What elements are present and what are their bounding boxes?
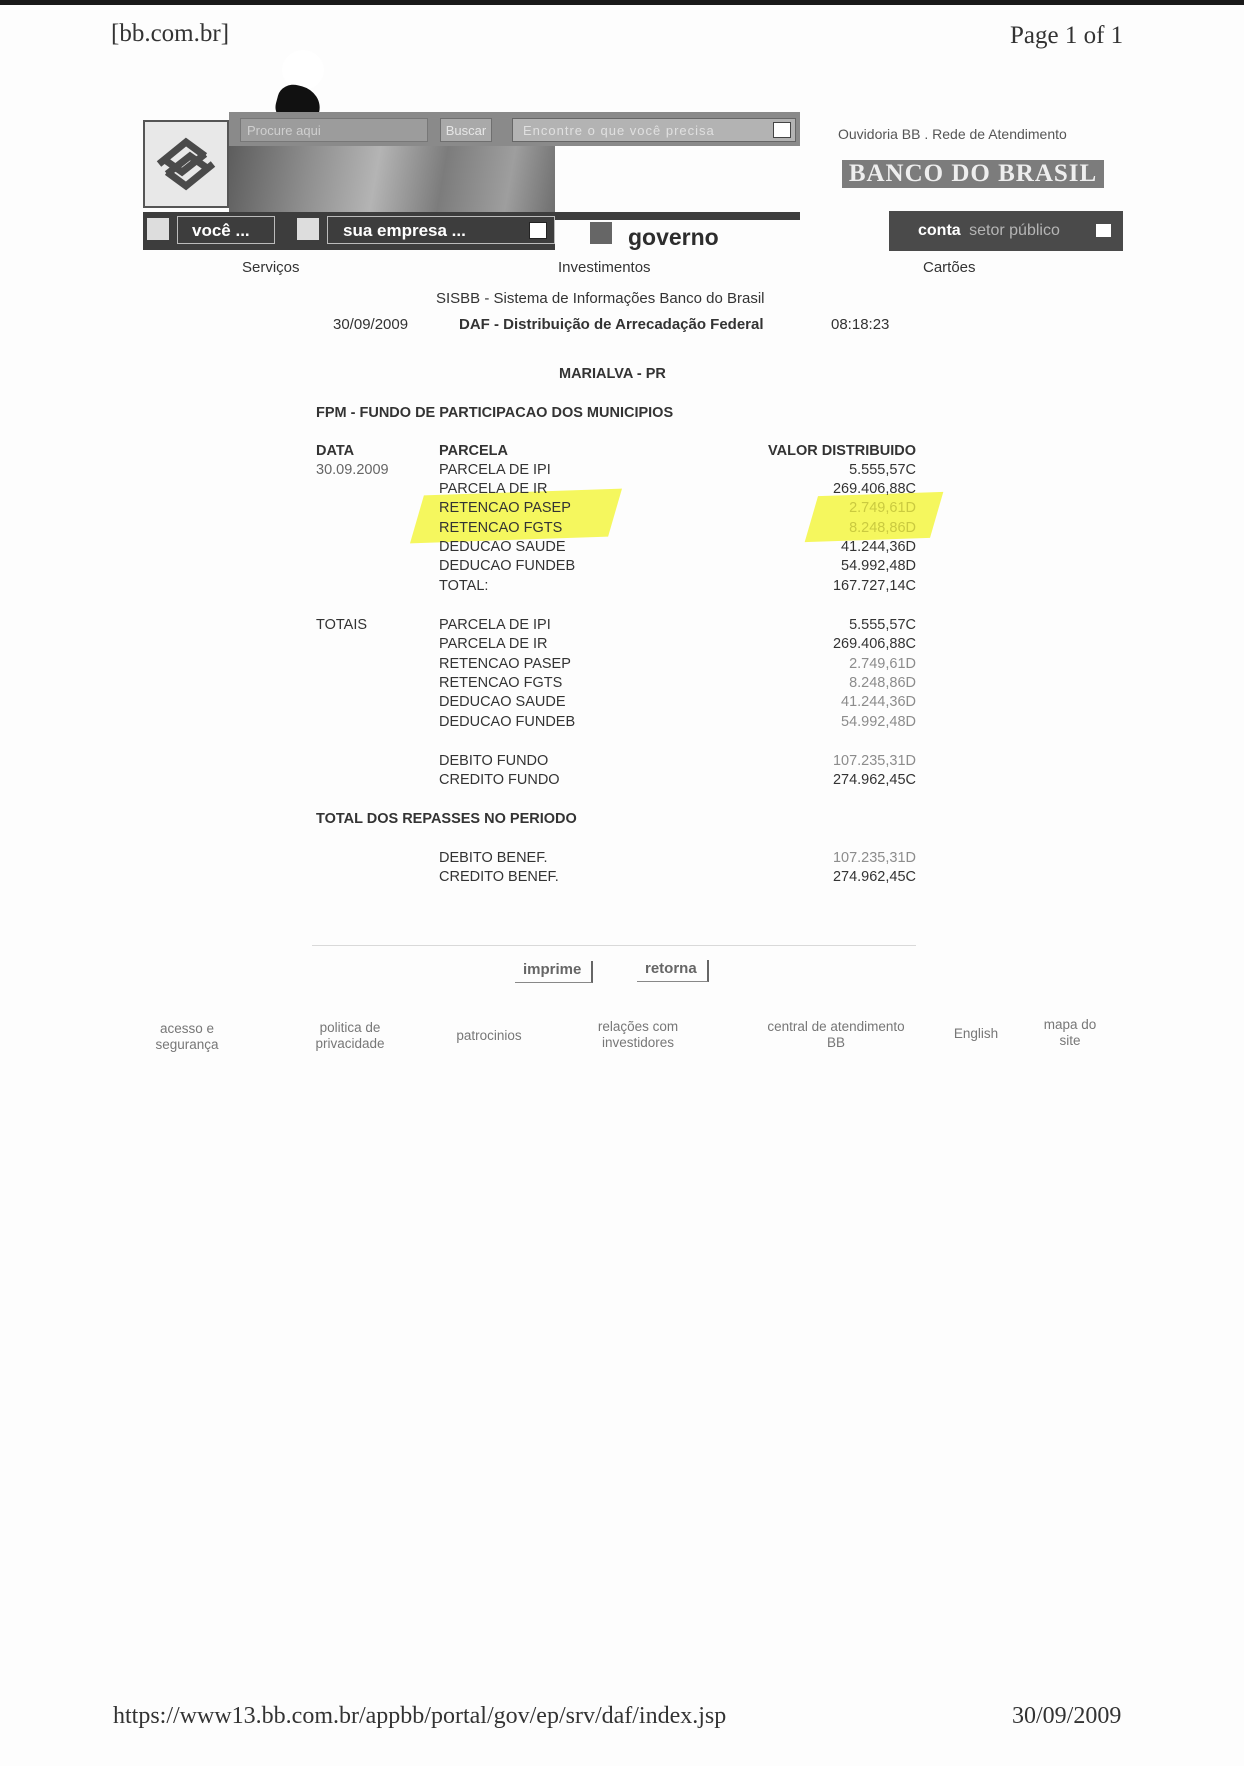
find-select[interactable]: [512, 118, 796, 142]
totais-desc: PARCELA DE IR: [439, 636, 548, 652]
nav-voce[interactable]: você ...: [192, 221, 250, 240]
municipality: MARIALVA - PR: [559, 366, 666, 382]
print-button[interactable]: imprime: [515, 961, 593, 983]
benef-value: 274.962,45C: [832, 869, 916, 885]
chevron-down-icon: [529, 222, 547, 239]
totais-value: 8.248,86D: [849, 675, 916, 691]
entry-desc: RETENCAO FGTS: [439, 520, 563, 536]
entry-value: 2.749,61D: [849, 500, 916, 516]
col-header-valor: VALOR DISTRIBUIDO: [768, 443, 916, 459]
entry-desc: PARCELA DE IPI: [439, 462, 551, 478]
menu-cartoes[interactable]: Cartões: [923, 259, 976, 276]
entry-desc: TOTAL:: [439, 578, 489, 594]
footer-link-line: English: [953, 1026, 999, 1041]
entry-value: 5.555,57C: [849, 462, 916, 478]
report-date: 30/09/2009: [333, 316, 409, 333]
footer-link-line: central de atendimento: [767, 1019, 905, 1034]
footer-link-line: politica de: [319, 1020, 381, 1035]
arrow-icon: [297, 218, 319, 240]
back-button[interactable]: retorna: [637, 960, 709, 982]
footer-link-patrocinios[interactable]: [444, 1028, 534, 1044]
benef-desc: CREDITO BENEF.: [439, 869, 559, 885]
footer-link-line: segurança: [155, 1037, 219, 1052]
print-site-label: [bb.com.br]: [111, 20, 230, 47]
totais-desc: RETENCAO PASEP: [439, 656, 571, 672]
banner-photo: [229, 146, 555, 212]
entry-value: 269.406,88C: [832, 481, 916, 497]
fund-move-value: 274.962,45C: [832, 772, 916, 788]
nav-sua-empresa[interactable]: sua empresa ...: [343, 221, 466, 240]
fund-name: FPM - FUNDO DE PARTICIPACAO DOS MUNICIPIOS: [316, 405, 674, 421]
setor-publico-label: setor público: [969, 222, 1060, 239]
scan-edge: [0, 0, 1244, 5]
footer-link-central-atendimento[interactable]: [751, 1019, 921, 1051]
nav-top-rule: [555, 212, 800, 220]
footer-link-line: patrocinios: [456, 1028, 522, 1043]
menu-servicos[interactable]: Serviços: [242, 259, 300, 276]
entry-value: 8.248,86D: [849, 520, 916, 536]
footer-link-acesso-seguranca[interactable]: [142, 1021, 232, 1053]
benef-desc: DEBITO BENEF.: [439, 850, 548, 866]
bb-logo-icon: [145, 122, 227, 206]
totais-desc: RETENCAO FGTS: [439, 675, 563, 691]
print-page-count: Page 1 of 1: [1010, 22, 1124, 49]
footer-link-line: acesso e: [159, 1021, 215, 1036]
chevron-down-icon: [1096, 224, 1111, 237]
footer-link-line: privacidade: [315, 1036, 385, 1051]
chevron-down-icon: [773, 122, 791, 138]
footer-link-line: relações com: [597, 1019, 679, 1034]
bb-logo[interactable]: [143, 120, 229, 208]
entry-value: 54.992,48D: [841, 558, 916, 574]
totais-value: 54.992,48D: [841, 714, 916, 730]
fund-move-desc: DEBITO FUNDO: [439, 753, 549, 769]
find-select-label: Encontre o que você precisa: [523, 123, 715, 138]
col-header-parcela: PARCELA: [439, 443, 509, 459]
totais-desc: PARCELA DE IPI: [439, 617, 551, 633]
print-date: 30/09/2009: [1012, 1703, 1122, 1729]
benef-value: 107.235,31D: [832, 850, 916, 866]
conta-label: conta: [918, 222, 961, 239]
entry-desc: DEDUCAO FUNDEB: [439, 558, 576, 574]
totais-value: 5.555,57C: [849, 617, 916, 633]
system-name: SISBB - Sistema de Informações Banco do Brasil: [436, 290, 765, 307]
arrow-icon: [590, 222, 612, 244]
search-button[interactable]: Buscar: [440, 118, 492, 142]
entry-date: 30.09.2009: [316, 462, 389, 478]
totais-label: TOTAIS: [316, 617, 368, 633]
totais-value: 2.749,61D: [849, 656, 916, 672]
brand-wordmark: BANCO DO BRASIL: [842, 160, 1104, 188]
footer-link-investidores[interactable]: [583, 1019, 693, 1051]
totais-value: 269.406,88C: [832, 636, 916, 652]
footer-link-line: site: [1059, 1033, 1081, 1048]
footer-link-privacidade[interactable]: [300, 1020, 400, 1052]
col-header-date: DATA: [316, 443, 355, 459]
entry-desc: DEDUCAO SAUDE: [439, 539, 566, 555]
footer-link-line: investidores: [601, 1035, 675, 1050]
footer-link-line: BB: [826, 1035, 845, 1050]
totais-desc: DEDUCAO SAUDE: [439, 694, 566, 710]
footer-link-mapa-site[interactable]: [1030, 1017, 1110, 1049]
ouvidoria-link[interactable]: Ouvidoria BB . Rede de Atendimento: [838, 126, 1067, 142]
footer-link-line: mapa do: [1043, 1017, 1097, 1032]
nav-governo[interactable]: governo: [628, 224, 719, 250]
period-total-label: TOTAL DOS REPASSES NO PERIODO: [316, 811, 577, 827]
entry-value: 167.727,14C: [832, 578, 916, 594]
entry-value: 41.244,36D: [841, 539, 916, 555]
print-url: https://www13.bb.com.br/appbb/portal/gov/ep/srv/daf/index.jsp: [113, 1703, 727, 1729]
search-input[interactable]: Procure aqui: [240, 118, 428, 142]
footer-link-english[interactable]: [946, 1026, 1006, 1042]
report-time: 08:18:23: [831, 316, 890, 333]
menu-investimentos[interactable]: Investimentos: [558, 259, 651, 276]
entry-desc: RETENCAO PASEP: [439, 500, 571, 516]
entry-desc: PARCELA DE IR: [439, 481, 548, 497]
fund-move-desc: CREDITO FUNDO: [439, 772, 560, 788]
arrow-icon: [147, 218, 169, 240]
report-title: DAF - Distribuição de Arrecadação Federal: [459, 316, 764, 333]
totais-value: 41.244,36D: [841, 694, 916, 710]
divider: [312, 945, 916, 946]
fund-move-value: 107.235,31D: [832, 753, 916, 769]
totais-desc: DEDUCAO FUNDEB: [439, 714, 576, 730]
conta-setor-publico-menu[interactable]: [889, 211, 1123, 251]
